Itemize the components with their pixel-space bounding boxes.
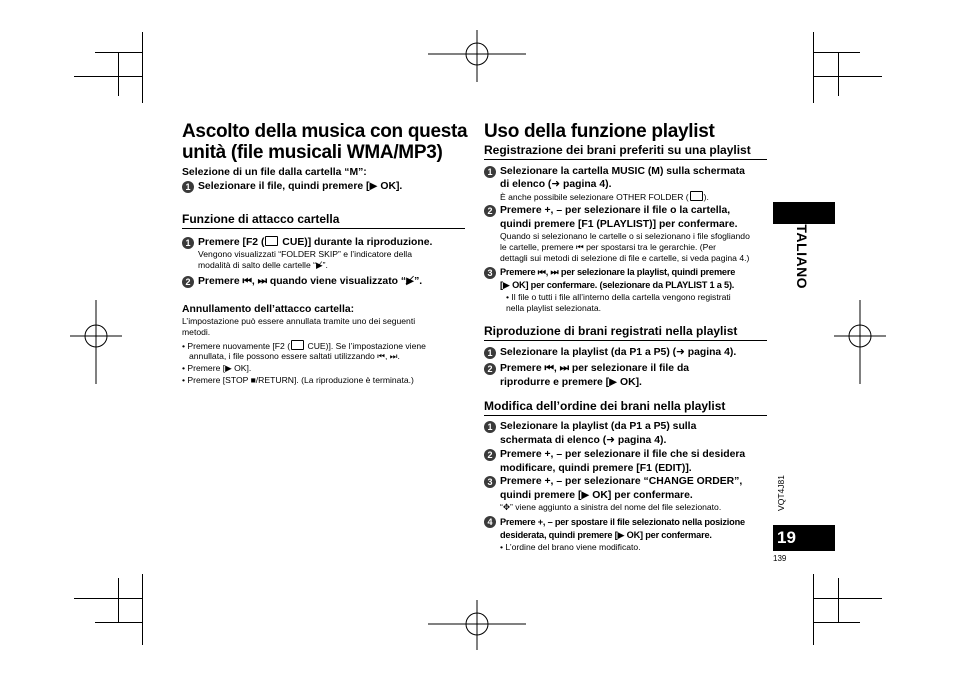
step-number: 3 <box>484 476 496 488</box>
reorder-step4-line2: desiderata, quindi premere [▶ OK] per confermare. <box>500 530 712 540</box>
reorder-step4-line1: Premere +, – per spostare il file selezionato nella posizione <box>500 517 745 527</box>
folder-skip-step1: Premere [F2 ( CUE)] durante la riproduzione. <box>198 237 433 248</box>
reorder-step1-line1: Selezionare la playlist (da P1 a P5) sulla <box>500 421 697 432</box>
left-title-line2: unità (file musicali WMA/MP3) <box>182 142 443 163</box>
folder-icon <box>291 340 304 350</box>
step-number: 1 <box>484 166 496 178</box>
folder-skip-note2: modalità di salto delle cartelle “▶̸”. <box>198 260 328 270</box>
cancel-bullet2: • Premere [▶ OK]. <box>182 363 252 373</box>
registration-mark-bottom <box>428 600 526 650</box>
registration-mark-top <box>428 30 526 82</box>
register-step3-line2: [▶ OK] per confermare. (selezionare da PLAYLIST 1 a 5). <box>500 280 735 290</box>
cancel-bullet1-line2: annullata, i file possono essere saltati utilizzando ⏮, ⏭. <box>189 351 400 361</box>
register-step2-note3: dettagli sui metodi di selezione di file e cartelle, si veda pagina 4.) <box>500 253 750 263</box>
reorder-step2-line2: modificare, quindi premere [F1 (EDIT)]. <box>500 463 692 474</box>
register-step2-line1: Premere +, – per selezionare il file o la cartella, <box>500 205 731 216</box>
playback-step1: Selezionare la playlist (da P1 a P5) (➜ pagina 4). <box>500 347 737 358</box>
reorder-step2-line1: Premere +, – per selezionare il file che si desidera <box>500 449 746 460</box>
cancel-line1: L’impostazione può essere annullata tramite uno dei seguenti <box>182 316 416 326</box>
reorder-step3-line2: quindi premere [▶ OK] per confermare. <box>500 490 693 501</box>
page-number: 19 <box>773 525 835 551</box>
cancel-bullet1: • Premere nuovamente [F2 ( CUE)]. Se l’impostazione viene <box>182 341 426 351</box>
page-number-small: 139 <box>773 554 787 563</box>
select-heading: Selezione di un file dalla cartella “M”: <box>182 167 367 178</box>
section-title-reorder: Modifica dell’ordine dei brani nella playlist <box>484 399 767 416</box>
reorder-step3-note: “✥” viene aggiunto a sinistra del nome del file selezionato. <box>500 502 722 512</box>
step-number: 1 <box>484 347 496 359</box>
other-folder-icon <box>690 191 703 201</box>
section-title-playback: Riproduzione di brani registrati nella playlist <box>484 324 767 341</box>
reorder-step1-line2: schermata di elenco (➜ pagina 4). <box>500 435 667 446</box>
step-number: 2 <box>484 205 496 217</box>
cancel-heading: Annullamento dell’attacco cartella: <box>182 304 355 315</box>
document-code: VQT4J81 <box>776 475 786 511</box>
register-step2-note2: le cartelle, premere ⏮ per spostarsi tra le gerarchie. (Per <box>500 242 716 252</box>
register-step2-note1: Quando si selezionano le cartelle o si selezionano i file sfogliando <box>500 231 750 241</box>
language-label: ITALIANO <box>794 220 810 290</box>
reorder-step3-line1: Premere +, – per selezionare “CHANGE ORDER”, <box>500 476 743 487</box>
left-title-line1: Ascolto della musica con questa <box>182 121 468 142</box>
right-title: Uso della funzione playlist <box>484 121 715 142</box>
step-number: 2 <box>484 449 496 461</box>
section-title-register: Registrazione dei brani preferiti su una playlist <box>484 143 767 160</box>
register-step2-line2: quindi premere [F1 (PLAYLIST)] per confermare. <box>500 219 738 230</box>
register-step3-line1: Premere ⏮, ⏭ per selezionare la playlist, quindi premere <box>500 267 736 277</box>
reorder-step4-note: • L’ordine del brano viene modificato. <box>500 542 641 552</box>
step-number: 2 <box>182 276 194 288</box>
step-number: 1 <box>484 421 496 433</box>
register-step1-line2: di elenco (➜ pagina 4). <box>500 179 612 190</box>
select-step1: Selezionare il file, quindi premere [▶ OK]. <box>198 181 403 192</box>
folder-skip-note1: Vengono visualizzati “FOLDER SKIP” e l’indicatore della <box>198 249 412 259</box>
register-step1-line1: Selezionare la cartella MUSIC (M) sulla schermata <box>500 166 745 177</box>
register-step3-note1: • Il file o tutti i file all’interno della cartella vengono registrati <box>506 292 731 302</box>
registration-mark-left <box>70 300 122 384</box>
section-title-folder-skip: Funzione di attacco cartella <box>182 212 465 229</box>
folder-icon <box>265 236 278 246</box>
step-number: 2 <box>484 363 496 375</box>
playback-step2-line1: Premere ⏮, ⏭ per selezionare il file da <box>500 363 690 374</box>
step-number: 1 <box>182 237 194 249</box>
registration-mark-right <box>834 300 886 384</box>
register-step1-note: È anche possibile selezionare OTHER FOLDER ( ). <box>500 192 709 202</box>
step-number: 1 <box>182 181 194 193</box>
cancel-bullet3: • Premere [STOP ■/RETURN]. (La riproduzione è terminata.) <box>182 375 414 385</box>
step-number: 4 <box>484 516 496 528</box>
register-step3-note2: nella playlist selezionata. <box>506 303 602 313</box>
playback-step2-line2: riprodurre e premere [▶ OK]. <box>500 377 642 388</box>
folder-skip-step2: Premere ⏮, ⏭ quando viene visualizzato “▶̸”. <box>198 276 423 287</box>
step-number: 3 <box>484 267 496 279</box>
cancel-line2: metodi. <box>182 327 211 337</box>
